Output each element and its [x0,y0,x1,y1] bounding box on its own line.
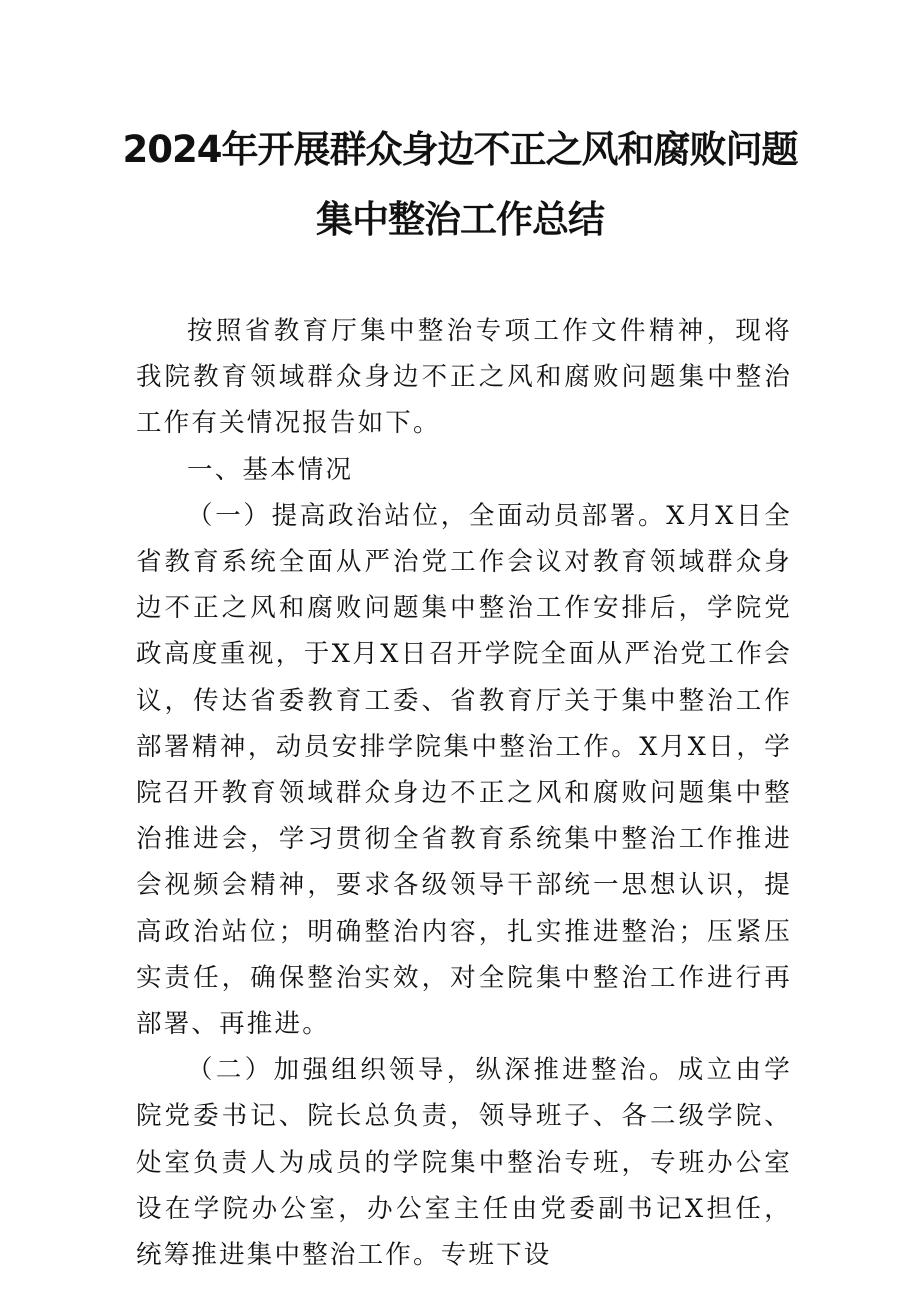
document-title-line-1: 2024年开展群众身边不正之风和腐败问题 [122,128,798,171]
section-heading-basic-situation: 一、基本情况 [187,454,354,485]
paragraph-political-standing: （一）提高政治站位，全面动员部署。X月X日全省教育系统全面从严治党工作会议对教育领域群众身边不正之风和腐败问题集中整治工作安排后，学院党政高度重视，于X月X日召开学院全面从严治党工作会议，传达省委教育工委、省教育厅关于集中整治工作部署精神，动员安排学院集中整治工作。X月X日，学院召开教育领域群众身边不正之风和腐败问题集中整治推进会，学习贯彻全省教育系统集中整治工作推进会视频会精神，要求各级领导干部统一思想认识，提高政治站位；明确整治内容，扎实推进整治；压紧压实责任，确保整治实效，对全院集中整治工作进行再部署、再推进。 [136,500,792,1040]
document-title-line-2: 集中整治工作总结 [316,198,604,241]
document-body [136,308,792,1278]
intro-paragraph: 按照省教育厅集中整治专项工作文件精神，现将我院教育领域群众身边不正之风和腐败问题集中整治工作有关情况报告如下。 [136,316,792,439]
paragraph-organizational-leadership: （二）加强组织领导，纵深推进整治。成立由学院党委书记、院长总负责，领导班子、各二级学院、处室负责人为成员的学院集中整治专班，专班办公室设在学院办公室，办公室主任由党委副书记X担任，统筹推进集中整治工作。专班下设 [136,1055,792,1271]
